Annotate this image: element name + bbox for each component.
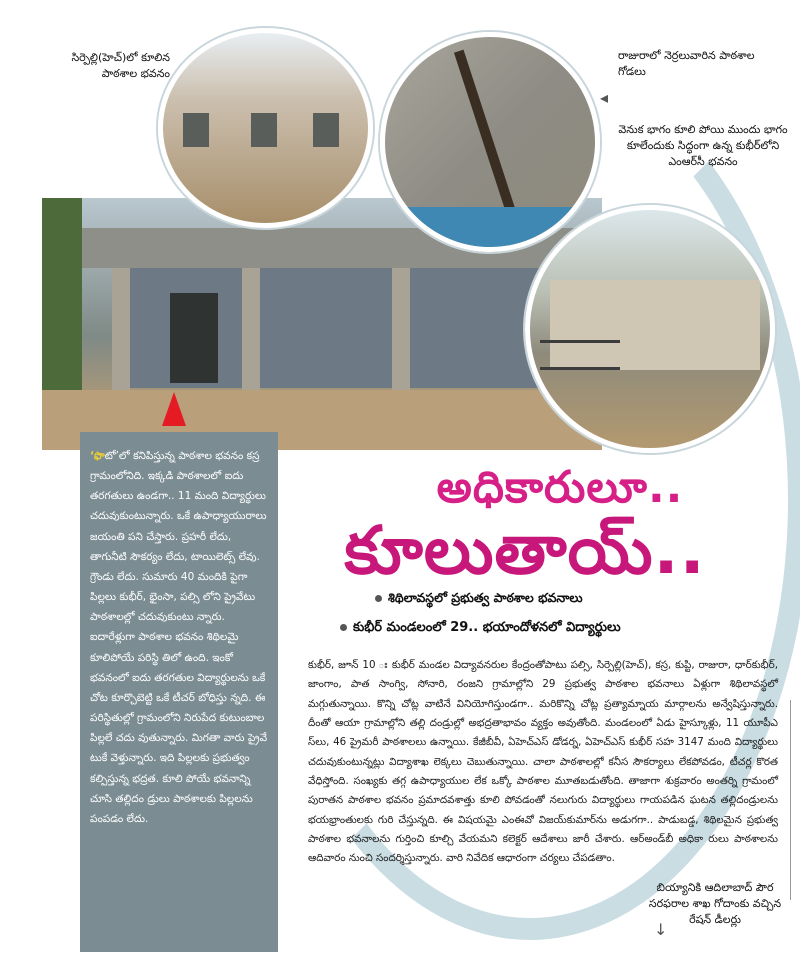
photo-caption-sidebar (80, 432, 278, 952)
window-shape (313, 113, 339, 147)
subhead-2 (340, 620, 760, 638)
headline-line2: కూలుతాయ్.. (344, 512, 706, 589)
sidebar-text: టో’లో కనిపిస్తున్న పాఠశాల భవనం కస్ర గ్రామంలోనిది. ఇక్కడి పాఠశాలలో ఐదు తరగతులు ఉండగా.. 11 మంది విద్యార్థులు చదువుకుంటున్నారు. ఒకే ఉపాధ్యాయురాలు జయంతి పని చేస్తారు. ప్రహరీ లేదు, తాగునీటి సౌకర్యం లేదు, టాయిలెట్స్ లేవు. గ్రౌండు లేదు. సుమారు 40 మందికి పైగా పిల్లలు కుభీర్, భైంసా, పల్సి లోని ప్రైవేటు పాఠశాలల్లో చదువుకుంటు న్నారు. ఐదారేళ్లుగా పాఠశాల భవనం శిథిలమై కూలిపోయే పరిస్థి తిలో ఉంది. ఇంకో భవనంలో ఐదు తరగతుల విద్యార్థులను ఒకే చోట కూర్చొబెట్టి ఒకే టీచర్ బోధిస్తు న్నది. ఈ పరిస్థితుల్లో గ్రామంలోని నిరుపేద కుటుంబాల పిల్లలే చదు వుతున్నారు. మిగతా వారు ప్రైవే టుకే వెళ్తున్నారు. ఇది పిల్లలకు ప్రభుత్వం కల్పిస్తున్న భద్రత. కూలి పోయే భవనాన్ని చూసి తల్లిదం డ్రులు పాఠశాలకు పిల్లలను పంపడం లేదు. (90, 450, 268, 825)
subhead-1-text: శిథిలావస్థలో ప్రభుత్వ పాఠశాల భవనాలు (388, 590, 583, 605)
red-pointer-icon (162, 392, 186, 426)
pillar (112, 268, 130, 398)
caption-ration-dealers: బియ్యానికి ఆదిలాబాద్ పౌర సరఫరాల శాఖ గోదాంకు వచ్చిన రేషన్ డీలర్లు (648, 881, 782, 926)
mrc-building-photo (525, 205, 775, 453)
caption-rajura: రాజురాలో నెర్రలువారిన పాఠశాల గోడలు (618, 49, 755, 78)
railing-shape (540, 340, 620, 370)
door-shape (251, 113, 277, 147)
article-body (308, 656, 778, 869)
bullet-icon (340, 624, 347, 631)
down-arrow-icon: ↓ (654, 920, 668, 939)
door-shape (170, 293, 218, 383)
headline-line1: అధికారులూ.. (436, 462, 684, 513)
caption-arrow-icon: ◂ (600, 88, 609, 107)
subhead-2-text: కుభీర్ మండలంలో 29.. భయాందోళనలో విద్యార్థులు (353, 620, 621, 635)
column-divider (790, 700, 791, 900)
crack-shape (454, 50, 516, 215)
pillar (242, 268, 260, 398)
pillar (392, 268, 410, 398)
collapsed-school-photo (158, 28, 373, 228)
tree-shape (42, 198, 82, 398)
sidebar-lead: ‘ఫొ (90, 450, 105, 462)
article-paragraph: కుభీర్, జూన్ 10 ః కుభీర్ మండల విద్యావనరుల కేంద్రంతోపాటు పల్సి, సిర్పెల్లి(హెచ్), కస్ర, కుప్టి, రాజురా, ధార్‌కుభీర్, జాంగాం, పాత సాంగ్వి, సోనారి, రంజని గ్రామాల్లోని 29 ప్రభుత్వ పాఠశాల భవనాలు ఏళ్లుగా శిథిలావస్థలో మగ్గుతున్నాయి. కొన్ని చోట్ల వాటినే వినియోగిస్తుండగా.. మరికొన్ని చోట్ల ప్రత్యామ్నాయ మార్గాలను అన్వేషిస్తున్నారు. దీంతో ఆయా గ్రామాల్లోని తల్లి దండ్రుల్లో అభద్రతాభావం వ్యక్తం అవుతోంది. మండలంలో ఏడు హైస్కూళ్లు, 11 యూపీఎ స్‌లు, 46 ప్రైమరీ పాఠశాలలు ఉన్నాయి. కేజీబీవీ, ఏహెచ్‌ఎస్ డోడర్న, ఏహెచ్‌ఎస్ కుభీర్ సహ 3147 మంది విద్యార్థులు చదువుకుంటున్నట్లు విద్యాశాఖ లెక్కలు చెబుతున్నాయి. చాలా పాఠశాలల్లో కనీస సౌకర్యాలు లేకపోవడం, టీచర్ల కొరత వేధిస్తోంది. సంఖ్యకు తగ్గ ఉపాధ్యాయుల లేక ఒక్కో పాఠశాల మూతబడుతోంది. తాజాగా శుక్రవారం అంతర్ని గ్రామంలో పురాతన పాఠశాల భవనం ప్రమాదవశాత్తు కూలి పోవడంతో నలుగురు విద్యార్థులు గాయపడిన ఘటన తల్లిదండ్రులను భయభ్రాంతులకు గురి చేస్తున్నది. ఈ విషయమై ఎంఈవో విజయ్‌కుమార్‌ను అడుగగా.. పాడుబడ్డ, శిథిలమైన ప్రభుత్వ పాఠశాల భవనాలను గుర్తించి కూల్చి వేయమని కలెక్టర్ ఆదేశాలు జారీ చేశారు. ఆర్‌అండ్‌బీ అధికా రులు పాఠశాలను ఆదివారం నుంచి సందర్శిస్తున్నారు. వారి నివేదిక ఆధారంగా చర్యలు చేపడతాం. (308, 659, 778, 865)
subhead-1 (375, 590, 715, 609)
cracked-wall-photo (380, 32, 600, 252)
caption-mrc: వెనుక భాగం కూలి పోయి ముందు భాగం కూలేందుకు సిద్ధంగా ఉన్న కుభీర్‌లోని ఎంఆర్‌సీ భవనం (618, 123, 788, 168)
caption-sirpally: సిర్పెల్లి(హెచ్)లో కూలిన పాఠశాల భవనం (71, 51, 170, 80)
window-shape (183, 113, 209, 147)
bullet-icon (375, 595, 382, 602)
